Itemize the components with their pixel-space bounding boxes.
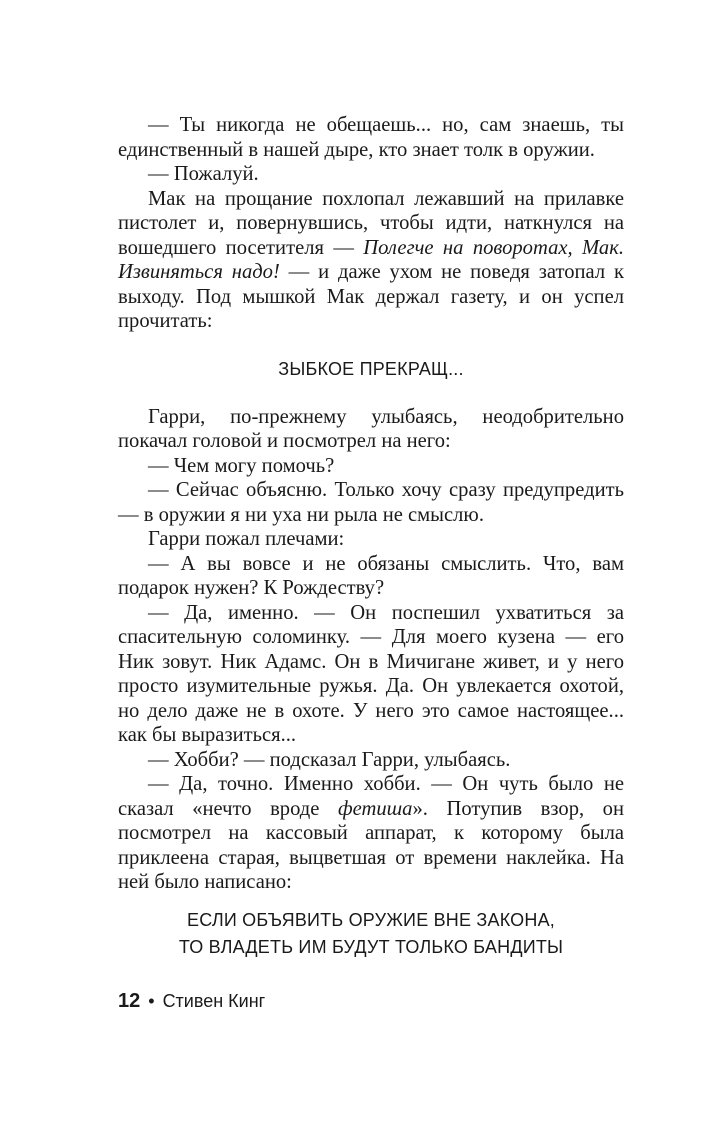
sticker-text [118,907,624,961]
paragraph [118,748,624,773]
paragraph [118,454,624,479]
author-name: Стивен Кинг [162,991,266,1011]
text-run: Гарри, по-прежнему улыбаясь, неодобрительно покачал головой и посмотрел на него: [118,405,624,452]
page-footer [118,990,265,1013]
newspaper-headline: ЗЫБКОЕ ПРЕКРАЩ... [278,358,464,379]
text-run: — Чем могу помочь? [148,454,335,477]
paragraph [118,552,624,601]
paragraph [118,187,624,334]
text-run: — Да, именно. — Он поспешил ухватиться за спасительную соломинку. — Для моего кузена — его Ник зовут. Ник Адамс. Он в Мичигане живет, и у него просто изумительные ружья. Да. Он увлекается охотой, но дело даже не в охоте. У него это самое настоящее... как бы выразиться... [118,601,624,746]
paragraph [118,601,624,748]
paragraph [118,772,624,895]
text-run: — А вы вовсе и не обязаны смыслить. Что, вам подарок нужен? К Рождеству? [118,552,624,599]
sticker-line: ТО ВЛАДЕТЬ ИМ БУДУТ ТОЛЬКО БАНДИТЫ [178,936,564,957]
text-run: — Да, точно. Именно хобби. — Он чуть было не сказал «нечто вроде [118,773,624,820]
bullet-separator: • [148,991,155,1011]
paragraph [118,527,624,552]
paragraph [118,113,624,162]
paragraph [118,405,624,454]
paragraph [118,162,624,187]
text-run: — Ты никогда не обещаешь... но, сам знаешь, ты единственный в нашей дыре, кто знает толк в оружии. [118,114,624,161]
text-run: Мак на прощание похлопал лежавший на прилавке пистолет и, повернувшись, чтобы идти, наткнулся на вошедшего посетителя — [118,187,624,259]
text-run: — Хобби? — подсказал Гарри, улыбаясь. [148,748,511,771]
sticker-line: ЕСЛИ ОБЪЯВИТЬ ОРУЖИЕ ВНЕ ЗАКОНА, [187,909,555,930]
page-body [118,113,624,961]
page-number: 12 [118,990,141,1012]
text-run: — Пожалуй. [148,163,259,185]
italic-text: фетиша [337,797,413,820]
italic-text: Полегче на поворотах, Мак. Извиняться надо! [118,236,624,283]
text-run: Гарри пожал плечами: [148,528,345,550]
text-run: — и даже ухом не поведя затопал к выходу. Под мышкой Мак держал газету, и он успел прочитать: [118,261,624,332]
text-run: ». Потупив взор, он посмотрел на кассовый аппарат, к которому была приклеена старая, выцветшая от времени наклейка. На ней было написано: [118,797,624,893]
paragraph [118,478,624,527]
text-run: — Сейчас объясню. Только хочу сразу предупредить — в оружии я ни уха ни рыла не смыслю. [118,479,624,526]
